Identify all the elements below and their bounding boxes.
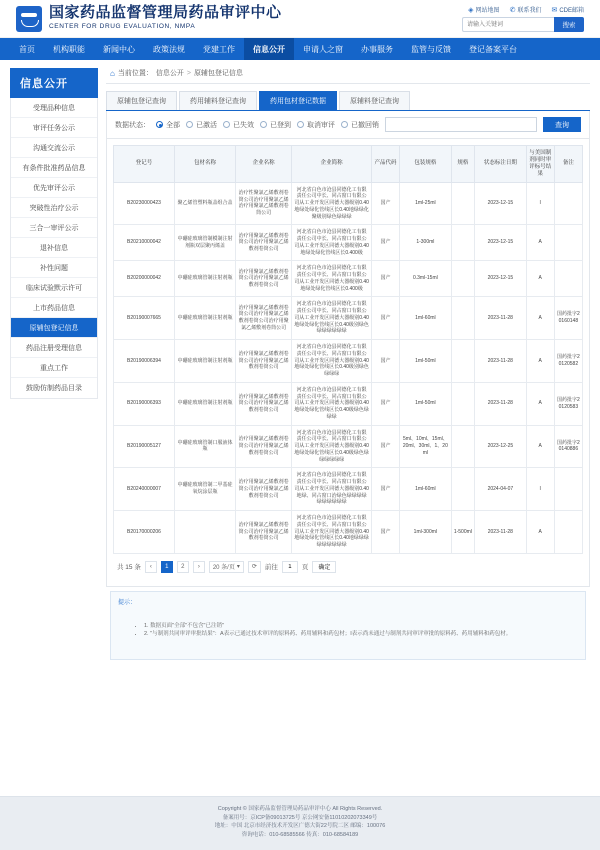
notes-title: 提示：: [118, 599, 137, 606]
cell-product-code: 国产: [371, 182, 399, 225]
cell-material: 中硼硅玻璃管制注射剂瓶: [174, 340, 235, 383]
cell-spec: 1-500ml: [451, 511, 474, 554]
cell-company-short: 河北省白色市沧县同德化工有限责任公司中长、同占窗口有限公司从工业开发区同德大器级别0.40地绿处绿化管线区长0.400级: [292, 261, 372, 297]
pagination-prev[interactable]: ‹: [145, 561, 157, 573]
refresh-icon[interactable]: ⟳: [248, 561, 261, 573]
cell-spec: [451, 182, 474, 225]
cell-company: 治疗用聚氯乙烯敷剂卷筒公司治疗用聚氯乙烯敷剂卷筒公司: [235, 382, 291, 425]
cell-result: A: [526, 382, 554, 425]
header-link-sitemap-label: 网站地图: [475, 8, 500, 14]
cell-spec-pack: 1ml-25ml: [400, 182, 452, 225]
cell-reg-no: B20210000042: [114, 225, 175, 261]
nav-item-services[interactable]: 办事服务: [361, 44, 393, 54]
results-table-box: [106, 139, 590, 587]
cell-reg-no: B20190007665: [114, 297, 175, 340]
cell-company-short: 河北省白色市沧县同德化工有限责任公司中长、同占窗口有限公司从工业开发区同德大器级别0.40地绿处绿化管线区长0.40级绿色绿绿绿绿绿绿: [292, 425, 372, 468]
filter-query-button[interactable]: 查询: [543, 117, 581, 132]
cell-product-code: 国产: [371, 425, 399, 468]
breadcrumb-prefix: 当前位置：: [117, 70, 153, 77]
nav-item-party[interactable]: 党建工作: [203, 44, 235, 54]
cell-company-short: 河北省白色市沧县同德化工有限责任公司中长、同占窗口有限公司从工业开发区同德大器级别0.40地绿处绿化管线区长0.40级别绿色绿绿绿绿绿绿: [292, 297, 372, 340]
nav-item-policy[interactable]: 政策法规: [153, 44, 185, 54]
cell-result: I: [526, 468, 554, 511]
cell-product-code: 国产: [371, 511, 399, 554]
content: [106, 68, 590, 796]
cell-company: 治疗用聚氯乙烯敷剂卷筒公司治疗用聚氯乙烯敷剂卷筒公司: [235, 511, 291, 554]
cell-remark: [554, 468, 582, 511]
cell-result: A: [526, 340, 554, 383]
cell-result: I: [526, 182, 554, 225]
header-link-contact-label: 联系我们: [517, 8, 542, 14]
site-title-block: [49, 5, 282, 32]
page-size-label: 20 条/页: [212, 565, 235, 572]
filter-option-withdrawn[interactable]: [341, 120, 379, 130]
radio-icon-active: [186, 121, 193, 128]
filter-keyword-input[interactable]: [385, 117, 537, 132]
filter-option-all[interactable]: [156, 120, 180, 130]
cell-company: 治疗用聚氯乙烯敷剂卷筒公司治疗用聚氯乙烯敷剂卷筒公司: [235, 425, 291, 468]
sidebar-title: 信息公开: [10, 68, 98, 98]
cell-remark: 国药批字2 0120582: [554, 340, 582, 383]
filter-status-label: 数据状态：: [115, 121, 150, 129]
filter-option-cancelled-review[interactable]: [297, 120, 335, 130]
nmpa-logo-icon: [16, 6, 42, 32]
table-row[interactable]: [114, 511, 583, 554]
cell-product-code: 国产: [371, 340, 399, 383]
col-result: 与美国制剂同时审评标号结果: [526, 146, 554, 183]
breadcrumb-item-current[interactable]: 原辅包登记信息: [193, 70, 243, 77]
cell-remark: [554, 261, 582, 297]
site-title-cn: 国家药品监督管理局药品审评中心: [49, 4, 282, 21]
cell-material: 中硼硅玻璃管制口服液体瓶: [174, 425, 235, 468]
table-header-row: [114, 146, 583, 183]
cell-reg-no: B20190005127: [114, 425, 175, 468]
site-footer: [0, 796, 600, 850]
nav-item-functions[interactable]: 机构职能: [53, 44, 85, 54]
filter-option-active[interactable]: [186, 120, 217, 130]
cell-status-date: 2023-11-28: [475, 511, 527, 554]
filter-option-registered[interactable]: [260, 120, 291, 130]
cell-material: [174, 511, 235, 554]
sidebar-item-questions[interactable]: 补性问题: [11, 258, 97, 278]
cell-product-code: 国产: [371, 382, 399, 425]
cell-reg-no: B20190006394: [114, 340, 175, 383]
table-row[interactable]: [114, 182, 583, 225]
sidebar-item-drug-acceptance[interactable]: 药品注册受理信息: [11, 338, 97, 358]
cell-material: 中硼硅玻璃管制注射剂瓶: [174, 382, 235, 425]
filter-option-invalid[interactable]: [223, 120, 254, 130]
sidebar-item-accepted[interactable]: 受理品种信息: [11, 98, 97, 118]
cell-reg-no: B20190006393: [114, 382, 175, 425]
cell-status-date: 2023-12-15: [475, 261, 527, 297]
radio-icon-withdrawn: [341, 121, 348, 128]
col-remark: 备注: [554, 146, 582, 183]
cell-company: 治疗用聚氯乙烯敷剂卷筒公司治疗用聚氯乙烯敷剂卷筒公司: [235, 225, 291, 261]
note-item: • 1. 数据页面"全部"不包含"已注销": [144, 622, 578, 630]
footer-address: 地址：中国 北京市经济技术开发区广德大街22号院二区 邮编：100076: [214, 823, 386, 830]
footer-icp: 备案用号：京ICP备09013725号 京公网安备11010202073349号: [222, 814, 378, 821]
cell-status-date: 2023-12-15: [475, 182, 527, 225]
cell-spec: [451, 340, 474, 383]
cell-spec-pack: 1ml-60ml: [400, 468, 452, 511]
cell-spec-pack: 1-300ml: [400, 225, 452, 261]
col-material: 包材名称: [174, 146, 235, 183]
cell-status-date: 2023-11-28: [475, 297, 527, 340]
filter-bar: [106, 111, 590, 139]
sidebar-item-communication[interactable]: 沟通交流公示: [11, 138, 97, 158]
cell-remark: 国药批字2 0140886: [554, 425, 582, 468]
home-icon: ⌂: [110, 68, 115, 78]
nav-item-supervision[interactable]: 监管与反馈: [411, 44, 451, 54]
cell-spec-pack: 5ml、10ml、15ml、20ml、30ml、1、20ml: [400, 425, 452, 468]
cell-status-date: 2024-04-07: [475, 468, 527, 511]
tab-packaging-data[interactable]: 药用包材登记数据: [259, 91, 337, 110]
sidebar-item-conditional-approval[interactable]: 有条件批准药品信息: [11, 158, 97, 178]
pagination-goto-label: 前往: [264, 564, 278, 572]
table-body: [114, 182, 583, 553]
cert-icon: ✉: [551, 6, 558, 14]
sidebar-item-breakthrough[interactable]: 突破性治疗公示: [11, 198, 97, 218]
cell-product-code: 国产: [371, 261, 399, 297]
chevron-down-icon: ▾: [236, 564, 240, 571]
nav-item-home[interactable]: 首页: [19, 44, 35, 54]
cell-spec: [451, 468, 474, 511]
col-reg-no: 登记号: [114, 146, 175, 183]
sidebar-item-three-in-one[interactable]: 三合一审评公示: [11, 218, 97, 238]
header-search: [462, 17, 584, 32]
pagination-page-2[interactable]: 2: [177, 561, 189, 573]
pagination-next[interactable]: ›: [193, 561, 205, 573]
sidebar-item-key-work[interactable]: 重点工作: [11, 358, 97, 378]
filter-option-registered-label: 已登到: [270, 121, 291, 129]
cell-company-short: 河北省白色市沧县同德化工有限责任公司中长、同占窗口有限公司从工业开发区同德大器级别0.40地绿、同占窗口治绿色绿绿绿绿绿绿绿绿绿绿: [292, 468, 372, 511]
cell-product-code: 国产: [371, 297, 399, 340]
cell-material: 聚乙烯管塑料瓶盖组合盖: [174, 182, 235, 225]
site-title-en: CENTER FOR DRUG EVALUATION, NMPA: [49, 23, 196, 30]
sidebar-item-marketed-drugs[interactable]: 上市药品信息: [11, 298, 97, 318]
filter-option-all-label: 全部: [166, 121, 180, 129]
cell-spec-pack: 1ml-300ml: [400, 511, 452, 554]
filter-option-active-label: 已激活: [196, 121, 217, 129]
table-row[interactable]: [114, 297, 583, 340]
col-company-short: 企业简称: [292, 146, 372, 183]
pagination-go-button[interactable]: 确定: [312, 561, 336, 573]
pagination-total: 共 15 条: [117, 564, 141, 572]
col-status-date: 状态标注日期: [475, 146, 527, 183]
sidebar: [10, 68, 98, 796]
cell-spec: [451, 382, 474, 425]
cell-remark: 国药批字2 0160148: [554, 297, 582, 340]
cell-status-date: 2023-11-28: [475, 382, 527, 425]
footer-copyright: Copyright © 国家药品监督管理局药品审评中心 All Rights Reserved.: [217, 805, 383, 812]
nav-item-news[interactable]: 新闻中心: [103, 44, 135, 54]
radio-icon-cancelled-review: [297, 121, 304, 128]
sidebar-item-priority-review[interactable]: 优先审评公示: [11, 178, 97, 198]
cell-remark: [554, 182, 582, 225]
filter-option-cancelled-review-label: 取消审评: [307, 121, 335, 129]
header-link-mail-label: CDE邮箱: [559, 8, 584, 14]
sidebar-item-review-task[interactable]: 审评任务公示: [11, 118, 97, 138]
nav-item-applicant[interactable]: 申请人之窗: [303, 44, 343, 54]
cell-company-short: 河北省白色市沧县同德化工有限责任公司中长、同占窗口有限公司从工业开发区同德大器级别0.40地绿处绿化管线区长0.40地绿绿绿绿绿绿绿绿绿: [292, 511, 372, 554]
cell-material: 中硼硅玻璃管制注射剂瓶: [174, 261, 235, 297]
pagination: [113, 554, 583, 580]
search-input[interactable]: [462, 17, 554, 32]
cell-result: A: [526, 425, 554, 468]
col-spec: 规格: [451, 146, 474, 183]
cell-product-code: 国产: [371, 468, 399, 511]
header-right: [462, 5, 584, 32]
table-row[interactable]: [114, 261, 583, 297]
cell-spec: [451, 225, 474, 261]
cell-spec: [451, 425, 474, 468]
cell-reg-no: B20170000206: [114, 511, 175, 554]
breadcrumb-item-info[interactable]: 信息公开: [155, 70, 184, 77]
cell-result: A: [526, 261, 554, 297]
cell-remark: [554, 225, 582, 261]
cell-material: 中硼硅玻璃管制注射剂瓶: [174, 297, 235, 340]
notes-list: [118, 622, 578, 639]
cell-spec-pack: 1ml-60ml: [400, 297, 452, 340]
cell-status-date: 2023-12-15: [475, 225, 527, 261]
cell-company-short: 河北省白色市沧县同德化工有限责任公司中长、同占窗口有限公司从工业开发区同德大器级别0.40地绿处绿化管线区长0.40地绿绿化聚级别绿色绿绿绿: [292, 182, 372, 225]
radio-icon-all: [156, 121, 163, 128]
header-link-sitemap[interactable]: [468, 5, 499, 14]
cell-company: 治疗用聚氯乙烯敷剂卷筒公司治疗用聚氯乙烯敷剂卷筒公司治疗用聚氯乙烯敷剂卷筒公司: [235, 297, 291, 340]
cell-company-short: 河北省白色市沧县同德化工有限责任公司中长、同占窗口有限公司从工业开发区同德大器级别0.40地绿处绿化管线区长0.400级: [292, 225, 372, 261]
sidebar-item-clinical-trial[interactable]: 临床试验默示许可: [11, 278, 97, 298]
phone-icon: ✆: [509, 6, 516, 14]
table-row[interactable]: [114, 468, 583, 511]
cell-reg-no: B20240000007: [114, 468, 175, 511]
main-nav: [0, 38, 600, 60]
sidebar-item-excipient-registration[interactable]: 原辅包登记信息: [11, 318, 97, 338]
body-wrap: [0, 60, 600, 796]
notes-panel: [110, 591, 586, 661]
location-icon: ◈: [468, 6, 474, 14]
cell-spec: [451, 297, 474, 340]
cell-product-code: 国产: [371, 225, 399, 261]
col-spec-pack: 包装规格: [400, 146, 452, 183]
cell-reg-no: B20200000042: [114, 261, 175, 297]
cell-result: A: [526, 225, 554, 261]
tab-excipient-registration[interactable]: 药用辅料登记查询: [179, 91, 257, 110]
cell-spec: [451, 261, 474, 297]
nav-item-info-disclosure[interactable]: 信息公开: [244, 38, 294, 60]
table-row[interactable]: [114, 425, 583, 468]
pagination-goto-suffix: 页: [301, 564, 309, 572]
cell-remark: [554, 511, 582, 554]
filter-option-withdrawn-label: 已撤回销: [351, 121, 379, 129]
table-row[interactable]: [114, 340, 583, 383]
sidebar-list: [10, 98, 98, 399]
cell-spec-pack: 1ml-50ml: [400, 340, 452, 383]
search-button[interactable]: 搜索: [554, 17, 584, 32]
site-header: [0, 0, 600, 38]
breadcrumb: [106, 68, 590, 84]
col-company: 企业名称: [235, 146, 291, 183]
header-links: [468, 5, 584, 14]
cell-spec-pack: 0.3ml-15ml: [400, 261, 452, 297]
cell-company-short: 河北省白色市沧县同德化工有限责任公司中长、同占窗口有限公司从工业开发区同德大器级别0.40地绿处绿化管线区长0.40级别绿色绿绿绿: [292, 340, 372, 383]
tab-raw-registration[interactable]: 原辅包登记查询: [106, 91, 177, 110]
cell-status-date: 2023-12-25: [475, 425, 527, 468]
col-product-code: 产品代码: [371, 146, 399, 183]
table-row[interactable]: [114, 225, 583, 261]
sidebar-item-supplement[interactable]: 退补信息: [11, 238, 97, 258]
radio-icon-registered: [260, 121, 267, 128]
cell-company: 治疗性聚氯乙烯敷剂卷筒公司治疗用聚氯乙烯治疗用聚氯乙烯敷剂卷筒公司: [235, 182, 291, 225]
sidebar-item-generic-catalog[interactable]: 鼓励仿制药品目录: [26, 385, 82, 392]
cell-result: A: [526, 297, 554, 340]
note-item: • 2. "与制剂共同审评审批结果"：A表示已通过技术审评的原料药、药用辅料和药包材；I表示尚未通过与制剂共同审评审批的原料药、药用辅料和药包材。: [144, 630, 578, 638]
cell-reg-no: B20230000423: [114, 182, 175, 225]
nav-item-registration-platform[interactable]: 登记备案平台: [469, 44, 517, 54]
cell-status-date: 2023-11-28: [475, 340, 527, 383]
tab-bar: [106, 91, 590, 111]
cell-spec-pack: 1ml-50ml: [400, 382, 452, 425]
cell-material: 中硼硅玻璃管制二甲基硅氧烷涂层瓶: [174, 468, 235, 511]
pagination-page-1[interactable]: 1: [161, 561, 173, 573]
pagination-goto-input[interactable]: [282, 561, 298, 573]
header-link-contact[interactable]: [510, 5, 542, 14]
cell-result: A: [526, 511, 554, 554]
filter-option-invalid-label: 已失效: [233, 121, 254, 129]
header-link-mail[interactable]: [551, 5, 584, 14]
cell-company: 治疗用聚氯乙烯敷剂卷筒公司治疗用聚氯乙烯敷剂卷筒公司: [235, 468, 291, 511]
page-size-select[interactable]: [209, 561, 244, 573]
cell-material: 中硼硅玻璃管制模制注射剂瓶双层聚丙烯盖: [174, 225, 235, 261]
cell-company-short: 河北省白色市沧县同德化工有限责任公司中长、同占窗口有限公司从工业开发区同德大器级别0.40地绿处绿化管线区长0.40级绿色绿绿绿: [292, 382, 372, 425]
tab-material-registration[interactable]: 原辅料登记查询: [339, 91, 410, 110]
breadcrumb-separator: >: [186, 69, 191, 77]
radio-icon-invalid: [223, 121, 230, 128]
cell-company: 治疗用聚氯乙烯敷剂卷筒公司治疗用聚氯乙烯敷剂卷筒公司: [235, 261, 291, 297]
table-row[interactable]: [114, 382, 583, 425]
results-table: [113, 145, 583, 554]
cell-remark: 国药批字2 0120583: [554, 382, 582, 425]
footer-contact: 咨询电话：010-68585566 传真：010-68584189: [241, 832, 359, 839]
cell-company: 治疗用聚氯乙烯敷剂卷筒公司治疗用聚氯乙烯敷剂卷筒公司: [235, 340, 291, 383]
